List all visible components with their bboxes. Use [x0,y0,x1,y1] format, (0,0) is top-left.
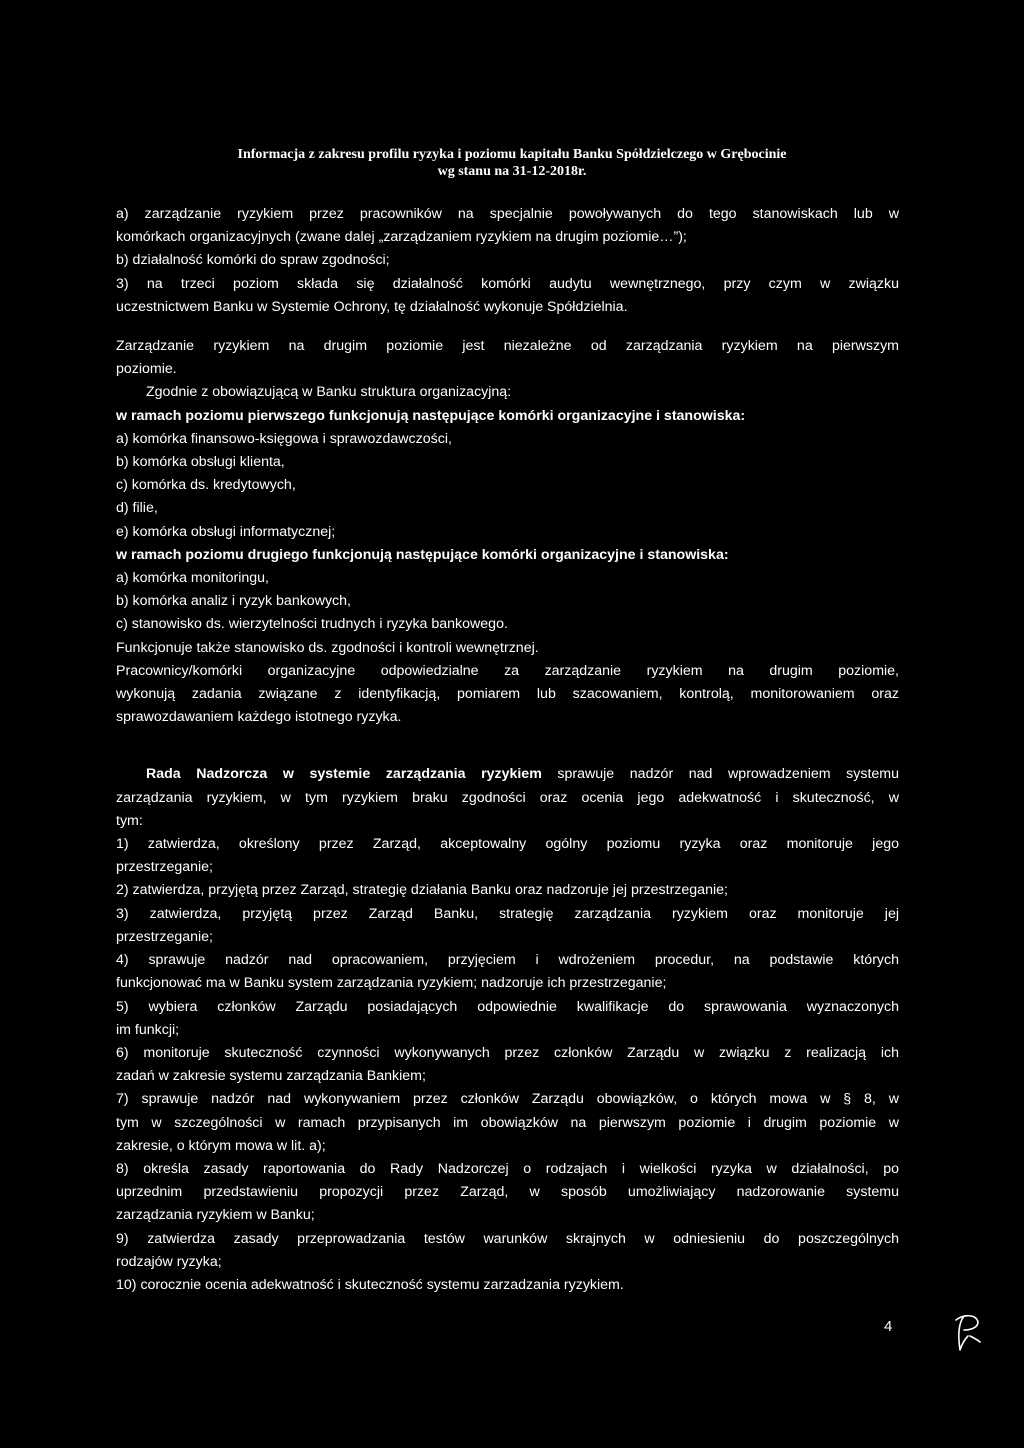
intro-line: a) zarządzanie ryzykiem przez pracowników na specjalnie powoływanych do tego stanowiskach lub w [116,206,899,222]
board-line: Rada Nadzorcza w systemie zarządzania ryzykiem sprawuje nadzór nad wprowadzeniem systemu [146,766,899,783]
header-title: Informacja z zakresu profilu ryzyka i poziomu kapitału Banku Spółdzielczego w Grębocinie [237,147,787,162]
board-item: zarządzania ryzykiem w Banku; [116,1207,315,1224]
paragraph-line: Pracownicy/komórki organizacyjne odpowiedzialne za zarządzanie ryzykiem na drugim poziomie, [116,662,899,679]
board-item: przestrzeganie; [116,928,213,945]
board-line: tym: [116,812,143,829]
list-item: c) komórka ds. kredytowych, [116,477,296,494]
board-item: rodzajów ryzyka; [116,1253,222,1270]
list-item: c) stanowisko ds. wierzytelności trudnych i ryzyka bankowego. [116,616,508,633]
header-date: wg stanu na 31-12-2018r. [437,164,587,179]
structure-intro: Zgodnie z obowiązującą w Banku struktura organizacyjną: [146,384,512,401]
spacer [116,746,899,763]
board-item: 6) monitoruje skuteczność czynności wykonywanych przez członków Zarządu w związku z realizacją ich [116,1044,899,1061]
board-item: 2) zatwierdza, przyjętą przez Zarząd, strategię działania Banku oraz nadzoruje jej przestrzeganie; [116,882,728,899]
paragraph-line: wykonują zadania związane z identyfikacją, pomiarem lub szacowaniem, kontrolą, monitorowaniem oraz [116,686,899,703]
board-item: 4) sprawuje nadzór nad opracowaniem, przyjęciem i wdrożeniem procedur, na podstawie których [116,952,899,969]
list-item: a) komórka finansowo-księgowa i sprawozdawczości, [116,430,452,447]
document-header [0,146,1024,180]
list-item: d) filie, [116,500,158,517]
board-item: im funkcji; [116,1021,180,1038]
paragraph-line: Funkcjonuje także stanowisko ds. zgodności i kontroli wewnętrznej. [116,639,539,656]
board-item: przestrzeganie; [116,859,213,876]
handwritten-initial [950,1310,986,1358]
board-item: 10) corocznie ocenia adekwatność i skuteczność systemu zarzadzania ryzykiem. [116,1276,624,1293]
paragraph-line: sprawozdawaniem każdego istotnego ryzyka. [116,709,402,726]
spacer [116,319,899,335]
list-item: b) komórka obsługi klienta, [116,454,285,471]
list-item: e) komórka obsługi informatycznej; [116,523,336,540]
level2-heading: w ramach poziomu drugiego funkcjonują następujące komórki organizacyjne i stanowiska: [116,546,729,563]
board-heading: Rada Nadzorcza w systemie zarządzania ryzykiem [146,766,542,783]
paragraph-line [116,381,899,404]
board-item: 3) zatwierdza, przyjętą przez Zarząd Banku, strategię zarządzania ryzykiem oraz monitoruje jej [116,905,899,922]
board-line: zarządzania ryzykiem, w tym ryzykiem braku zgodności oraz ocenia jego adekwatność i skuteczność, w [116,789,899,806]
intro-line: uczestnictwem Banku w Systemie Ochrony, tę działalność wykonuje Spółdzielnia. [116,298,628,315]
intro-line: 3) na trzeci poziom składa się działalność komórki audytu wewnętrznego, przy czym w związku [116,275,899,292]
page-number: 4 [884,1318,893,1335]
intro-line: komórkach organizacyjnych (zwane dalej „zarządzaniem ryzykiem na drugim poziomie…”); [116,229,687,246]
list-item: b) komórka analiz i ryzyk bankowych, [116,593,351,610]
paragraph-line: poziomie. [116,361,177,378]
board-item: zakresie, o którym mowa w lit. a); [116,1137,326,1154]
list-item: a) komórka monitoringu, [116,570,269,587]
board-item: zadań w zakresie systemu zarządzania Bankiem; [116,1068,426,1085]
paragraph-line: Zarządzanie ryzykiem na drugim poziomie jest niezależne od zarządzania ryzykiem na pierwszym [116,338,899,355]
board-item: 8) określa zasady raportowania do Rady Nadzorczej o rodzajach i wielkości ryzyka w działalności, po [116,1160,899,1177]
spacer [116,729,899,746]
board-item: 5) wybiera członków Zarządu posiadających odpowiednie kwalifikacje do sprawowania wyznaczonych [116,998,899,1015]
board-item: 1) zatwierdza, określony przez Zarząd, akceptowalny ogólny poziomu ryzyka oraz monitoruje jego [116,836,899,853]
board-item: uprzednim przedstawieniu propozycji przez Zarząd, w sposób umożliwiający nadzorowanie systemu [116,1184,899,1201]
intro-line: b) działalność komórki do spraw zgodności; [116,252,390,269]
board-item: 7) sprawuje nadzór nad wykonywaniem przez członków Zarządu obowiązków, o których mowa w § 8, w [116,1091,899,1108]
board-item: tym w szczególności w ramach przypisanych im obowiązków na pierwszym poziomie i drugim poziomie w [116,1114,899,1131]
document-body [116,203,899,1297]
board-item: funkcjonować ma w Banku system zarządzania ryzykiem; nadzoruje ich przestrzeganie; [116,975,667,992]
board-item: 9) zatwierdza zasady przeprowadzania testów warunków skrajnych w odniesieniu do poszczególnych [116,1230,899,1247]
level1-heading: w ramach poziomu pierwszego funkcjonują następujące komórki organizacyjne i stanowiska: [116,407,746,424]
